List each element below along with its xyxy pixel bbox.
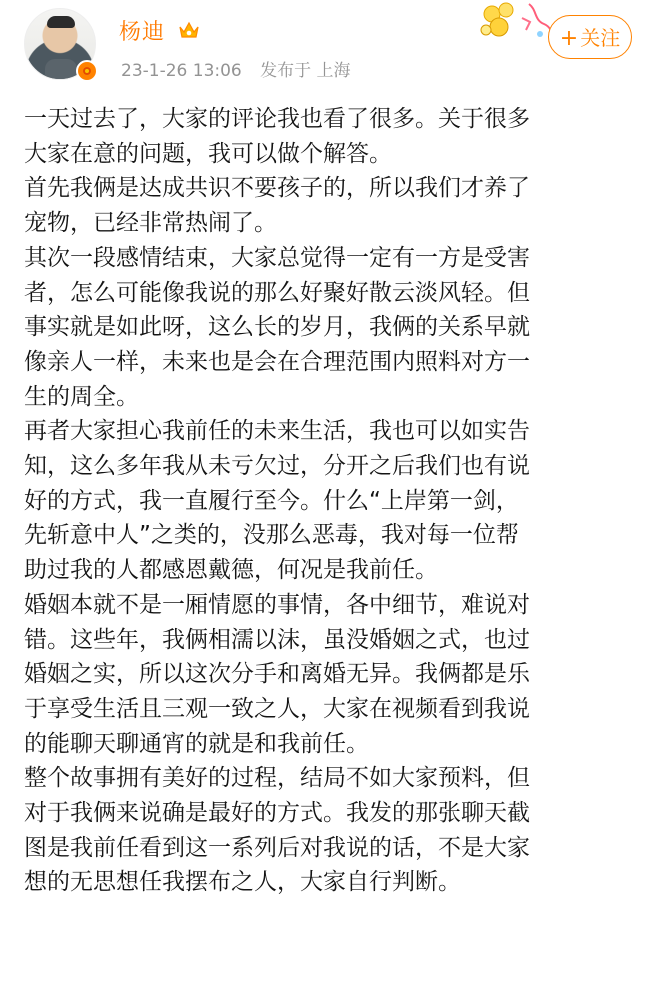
post-line: 想的无思想任我摆布之人，大家自行判断。 bbox=[24, 869, 461, 896]
post-line: 事实就是如此呀，这么长的岁月，我俩的关系早就 bbox=[24, 314, 530, 341]
post-meta bbox=[121, 56, 364, 81]
post-timestamp: 23-1-26 13:06 bbox=[121, 61, 242, 81]
post-line: 宠物，已经非常热闹了。 bbox=[24, 210, 277, 237]
post-line: 好的方式，我一直履行至今。什么“上岸第一剑， bbox=[24, 487, 519, 514]
post-header bbox=[0, 0, 660, 90]
post-line: 者，怎么可能像我说的那么好聚好散云淡风轻。但 bbox=[24, 279, 530, 306]
post-line: 先斩意中人”之类的，没那么恶毒，我对每一位帮 bbox=[24, 522, 519, 549]
plus-icon: + bbox=[559, 26, 579, 51]
post-line: 助过我的人都感恩戴德，何况是我前任。 bbox=[24, 557, 438, 584]
post-line: 整个故事拥有美好的过程，结局不如大家预料，但 bbox=[24, 765, 530, 792]
post-line: 的能聊天聊通宵的就是和我前任。 bbox=[24, 730, 369, 757]
post-line: 大家在意的问题，我可以做个解答。 bbox=[24, 140, 392, 167]
post-line: 对于我俩来说确是最好的方式。我发的那张聊天截 bbox=[24, 800, 530, 827]
username[interactable]: 杨迪 bbox=[119, 20, 166, 45]
post-line: 婚姻本就不是一厢情愿的事情，各中细节，难说对 bbox=[24, 591, 530, 618]
post-line: 错。这些年，我俩相濡以沫，虽没婚姻之式，也过 bbox=[24, 626, 530, 653]
vip-crown-icon[interactable] bbox=[178, 20, 200, 40]
post-line: 生的周全。 bbox=[24, 383, 139, 410]
avatar-hair bbox=[47, 16, 75, 28]
post-line: 首先我俩是达成共识不要孩子的，所以我们才养了 bbox=[24, 175, 530, 202]
follow-button[interactable] bbox=[548, 15, 632, 59]
verified-badge-icon bbox=[76, 60, 98, 82]
post-line: 于享受生活且三观一致之人，大家在视频看到我说 bbox=[24, 695, 530, 722]
post-line: 一天过去了，大家的评论我也看了很多。关于很多 bbox=[24, 106, 530, 132]
post-line: 再者大家担心我前任的未来生活，我也可以如实告 bbox=[24, 418, 530, 445]
post-source: 发布于 上海 bbox=[260, 61, 351, 81]
avatar-collar bbox=[45, 59, 77, 79]
post-line: 其次一段感情结束，大家总觉得一定有一方是受害 bbox=[24, 244, 530, 271]
post-body bbox=[24, 102, 644, 900]
post-line: 婚姻之实，所以这次分手和离婚无异。我俩都是乐 bbox=[24, 661, 530, 688]
post-line: 图是我前任看到这一系列后对我说的话，不是大家 bbox=[24, 834, 530, 861]
post-line: 知，这么多年我从未亏欠过，分开之后我们也有说 bbox=[24, 453, 530, 480]
follow-button-label: 关注 bbox=[580, 26, 621, 50]
post-line: 像亲人一样，未来也是会在合理范围内照料对方一 bbox=[24, 348, 530, 375]
